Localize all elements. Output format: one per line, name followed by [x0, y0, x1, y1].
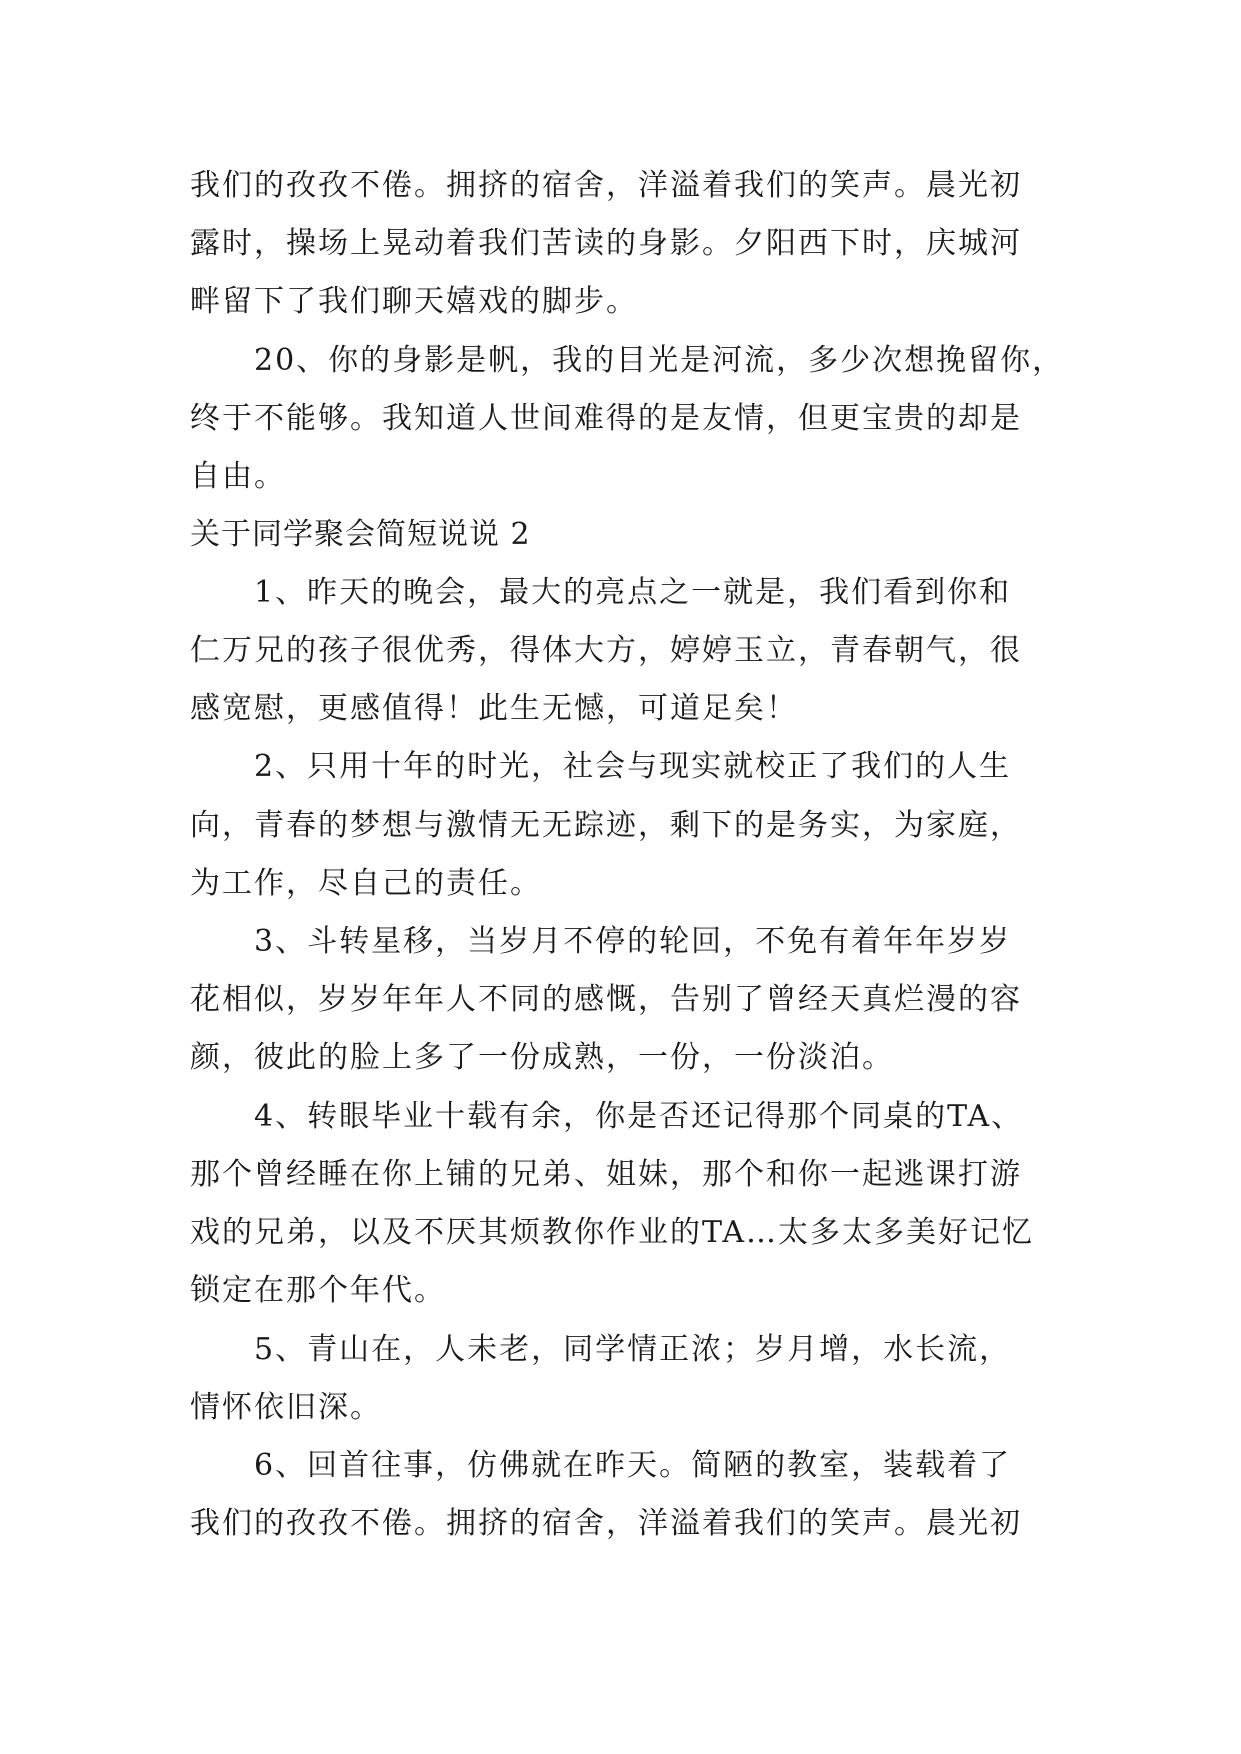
- text-line: 颜，彼此的脸上多了一份成熟，一份，一份淡泊。: [190, 1040, 894, 1075]
- text-line: 仁万兄的孩子很优秀，得体大方，婷婷玉立，青春朝气，很: [190, 633, 1022, 668]
- text-line: 花相似，岁岁年年人不同的感慨，告别了曾经天真烂漫的容: [190, 982, 1022, 1017]
- text-line: 3、斗转星移，当岁月不停的轮回，不免有着年年岁岁: [190, 924, 1012, 959]
- text-line: 20、你的身影是帆，我的目光是河流，多少次想挽留你，: [190, 343, 1065, 378]
- text-line: 我们的孜孜不倦。拥挤的宿舍，洋溢着我们的笑声。晨光初: [190, 1506, 1022, 1541]
- text-line: 向，青春的梦想与激情无无踪迹，剩下的是务实，为家庭，: [190, 808, 1022, 843]
- text-line: 感宽慰，更感值得！此生无憾，可道足矣！: [190, 691, 798, 726]
- section-heading: 关于同学聚会简短说说 2: [190, 517, 531, 552]
- text-line: 锁定在那个年代。: [190, 1273, 446, 1308]
- text-line: 5、青山在，人未老，同学情正浓；岁月增，水长流，: [190, 1332, 1012, 1367]
- text-line: 4、转眼毕业十载有余，你是否还记得那个同桌的TA、: [190, 1099, 1024, 1134]
- text-line: 我们的孜孜不倦。拥挤的宿舍，洋溢着我们的笑声。晨光初: [190, 168, 1022, 203]
- text-line: 2、只用十年的时光，社会与现实就校正了我们的人生: [190, 749, 1012, 784]
- text-line: 6、回首往事，仿佛就在昨天。简陋的教室，装载着了: [190, 1448, 1012, 1483]
- text-line: 那个曾经睡在你上铺的兄弟、姐妹，那个和你一起逃课打游: [190, 1157, 1022, 1192]
- text-line: 畔留下了我们聊天嬉戏的脚步。: [190, 284, 638, 319]
- text-line: 戏的兄弟，以及不厌其烦教你作业的TA…太多太多美好记忆: [190, 1215, 1035, 1250]
- text-line: 自由。: [190, 459, 286, 494]
- text-line: 露时，操场上晃动着我们苦读的身影。夕阳西下时，庆城河: [190, 226, 1022, 261]
- text-line: 1、昨天的晚会，最大的亮点之一就是，我们看到你和: [190, 575, 1012, 610]
- text-line: 情怀依旧深。: [190, 1390, 382, 1425]
- text-line: 终于不能够。我知道人世间难得的是友情，但更宝贵的却是: [190, 401, 1022, 436]
- text-line: 为工作，尽自己的责任。: [190, 866, 542, 901]
